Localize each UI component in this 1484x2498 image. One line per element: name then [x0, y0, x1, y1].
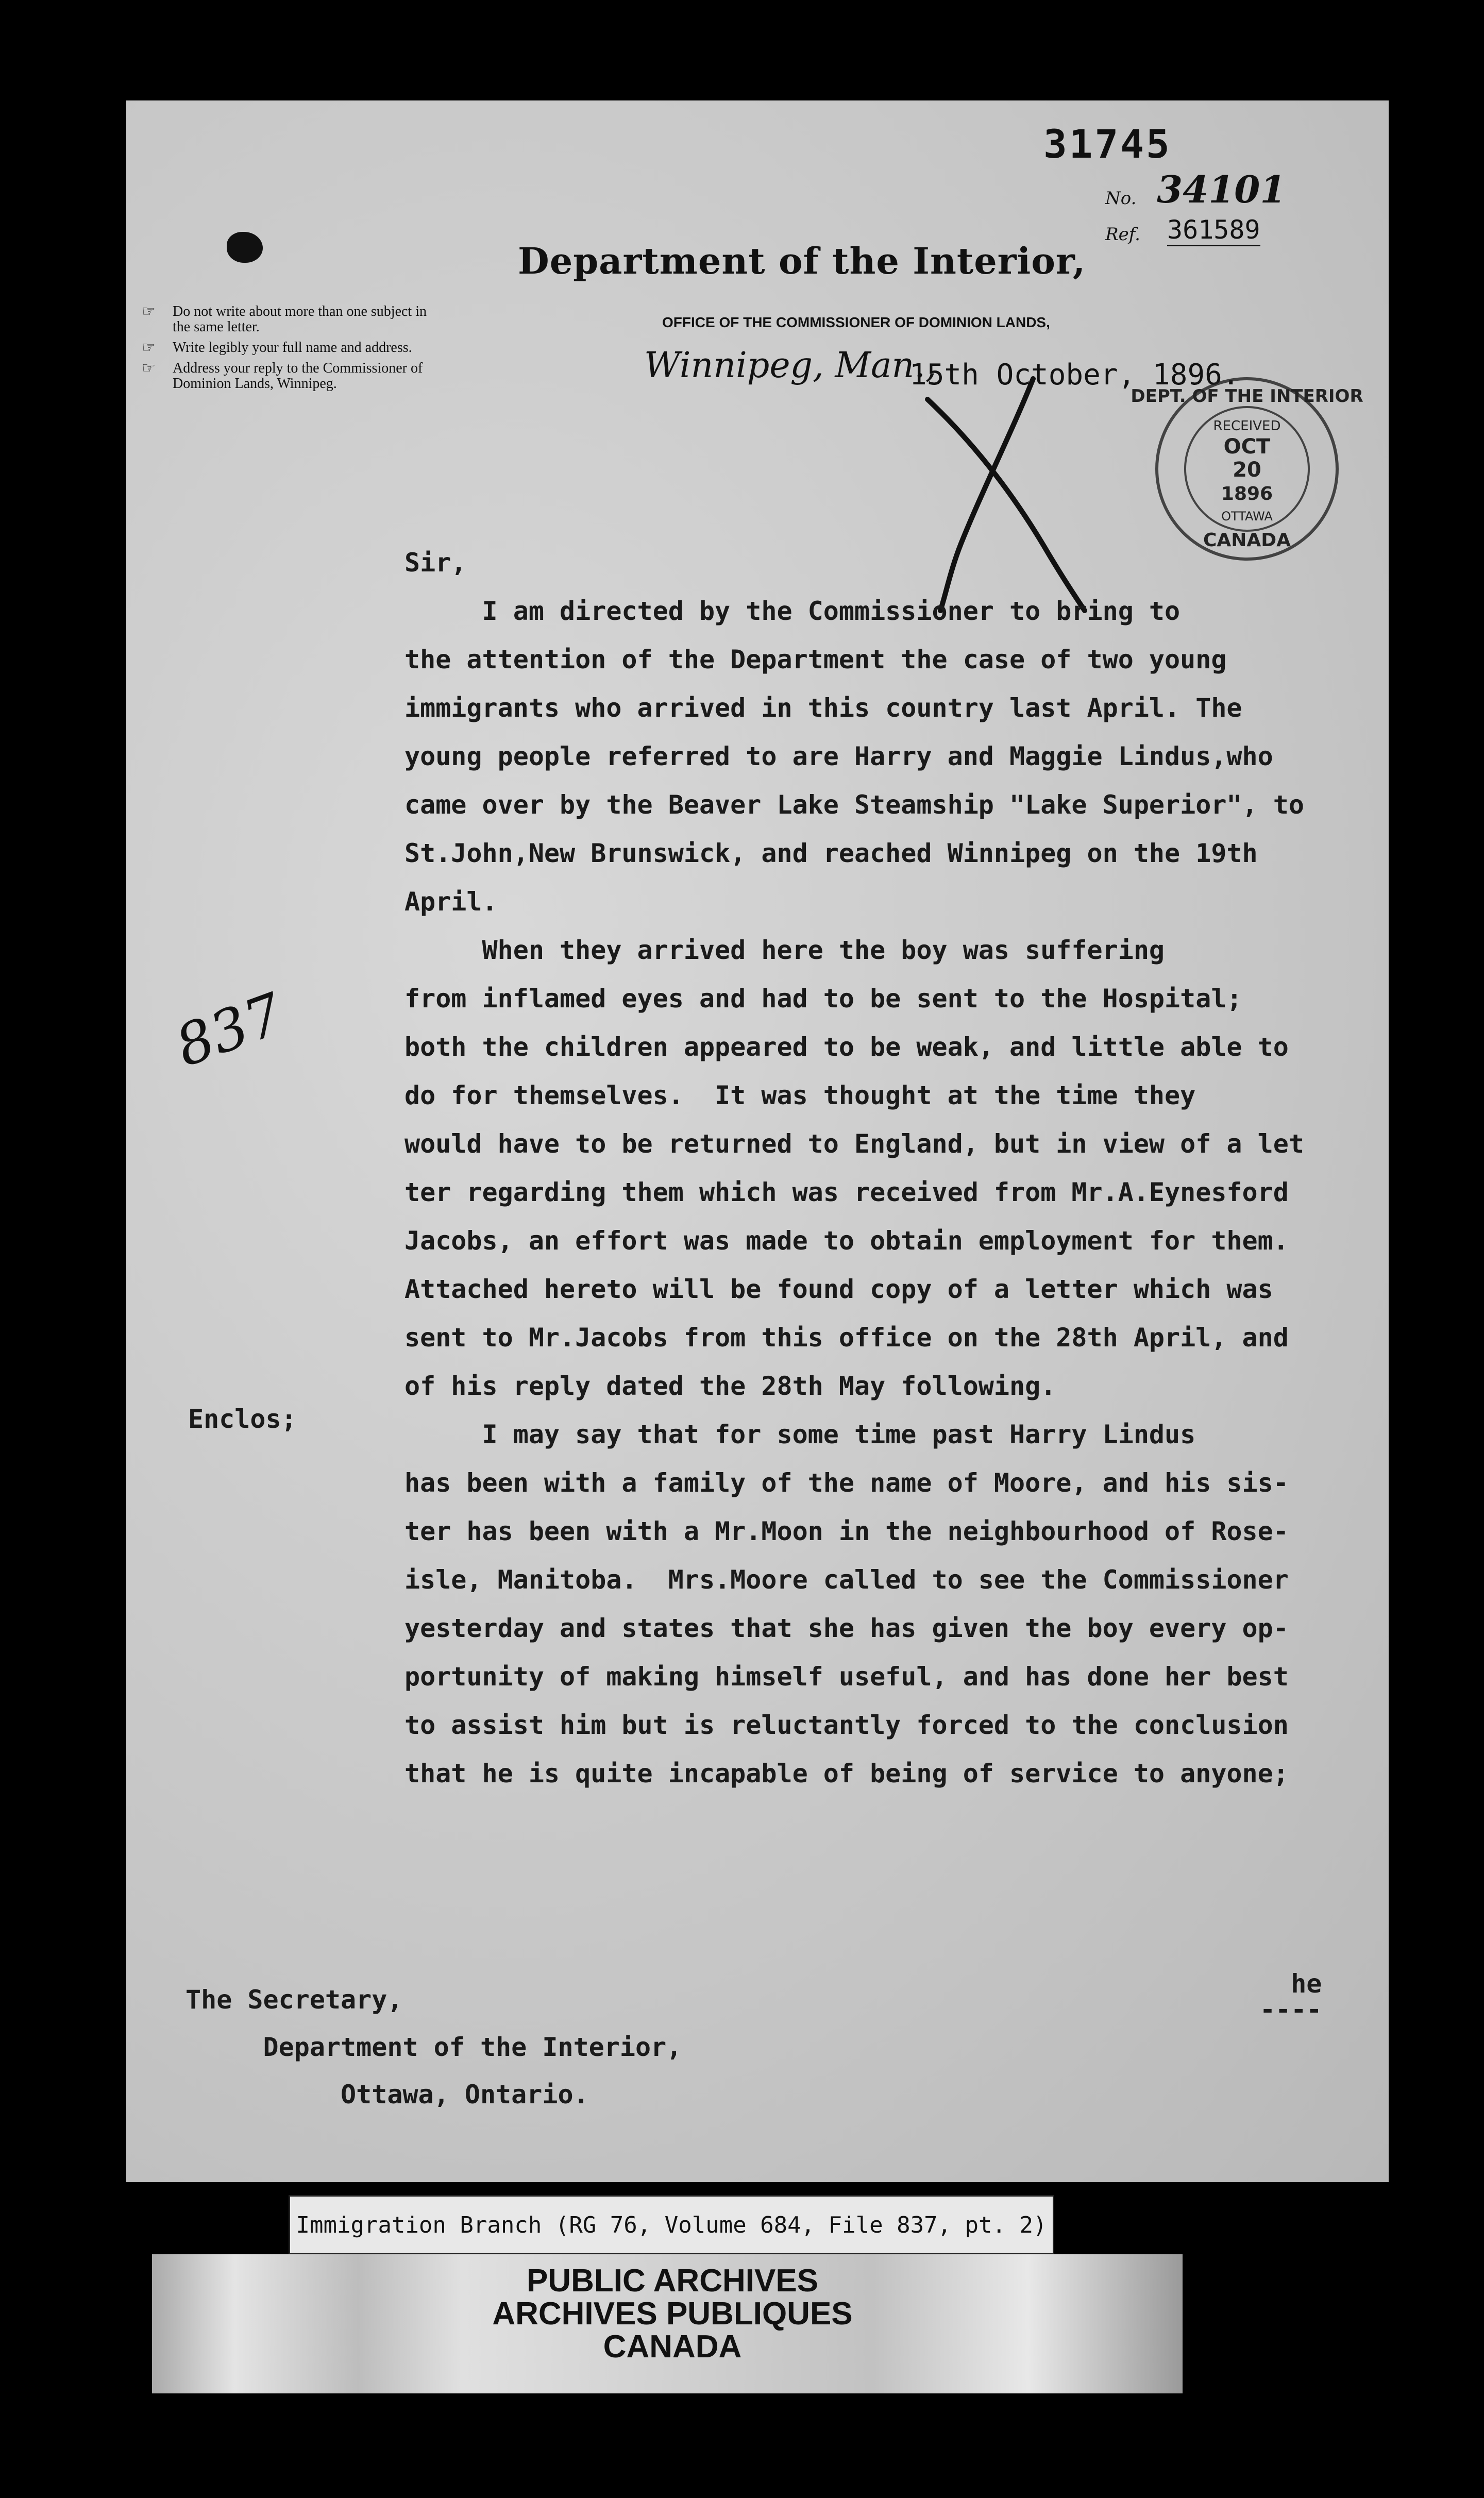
stamp-text-dept: DEPT. OF THE INTERIOR	[1131, 386, 1363, 407]
body-line: I am directed by the Commissioner to bring to	[404, 596, 1181, 626]
body-line: isle, Manitoba. Mrs.Moore called to see the Commissioner	[404, 1565, 1289, 1595]
body-line: to assist him but is reluctantly forced to the conclusion	[404, 1710, 1289, 1740]
body-line: the attention of the Department the case of two young	[404, 645, 1227, 674]
body-line: ter has been with a Mr.Moon in the neighbourhood of Rose-	[404, 1516, 1289, 1546]
stamp-text-country: CANADA	[1203, 530, 1291, 551]
office-heading: OFFICE OF THE COMMISSIONER OF DOMINION LANDS,	[662, 314, 1050, 330]
archives-stamp	[461, 2265, 884, 2364]
body-line: St.John,New Brunswick, and reached Winnipeg on the 19th	[404, 838, 1258, 868]
body-line: portunity of making himself useful, and has done her best	[404, 1662, 1289, 1692]
ref-label: Ref.	[1105, 224, 1140, 245]
letter-body	[404, 538, 1384, 1798]
body-line: yesterday and states that she has given the boy every op-	[404, 1613, 1289, 1643]
addressee-line: The Secretary,	[185, 1985, 403, 2015]
file-number: 31745	[1043, 121, 1172, 167]
body-line: that he is quite incapable of being of service to anyone;	[404, 1759, 1289, 1788]
department-heading: Department of the Interior,	[518, 240, 1086, 282]
side-note-text: Address your reply to the Commissioner of Dominion Lands, Winnipeg.	[173, 360, 423, 392]
body-line: Jacobs, an effort was made to obtain employment for them.	[404, 1226, 1289, 1256]
pointing-hand-icon: ☞	[142, 339, 156, 356]
letter-date: 15th October, 1896.	[909, 358, 1240, 392]
enclosure-label: Enclos;	[188, 1404, 297, 1434]
archives-line: ARCHIVES PUBLIQUES	[492, 2296, 853, 2332]
archives-line: PUBLIC ARCHIVES	[526, 2263, 819, 2299]
body-line: immigrants who arrived in this country last April. The	[404, 693, 1242, 723]
body-line: would have to be returned to England, but in view of a let	[404, 1129, 1304, 1159]
received-stamp	[1131, 379, 1363, 559]
body-line: sent to Mr.Jacobs from this office on the 28th April, and	[404, 1323, 1289, 1353]
addressee-line: Department of the Interior,	[185, 2032, 682, 2062]
addressee-block	[185, 1976, 682, 2118]
margin-file-number: 837	[167, 980, 292, 1080]
no-handwritten: 34101	[1157, 167, 1286, 211]
addressee-line: Ottawa, Ontario.	[185, 2080, 589, 2109]
body-line: ter regarding them which was received from Mr.A.Eynesford	[404, 1177, 1289, 1207]
no-label: No.	[1105, 188, 1137, 209]
place-line: Winnipeg, Man.,	[644, 345, 937, 386]
body-line: both the children appeared to be weak, and little able to	[404, 1032, 1289, 1062]
stamp-text-received: RECEIVED	[1213, 418, 1281, 434]
body-line: of his reply dated the 28th May following.	[404, 1371, 1056, 1401]
body-line: from inflamed eyes and had to be sent to the Hospital;	[404, 984, 1242, 1014]
archive-reference-text: Immigration Branch (RG 76, Volume 684, File 837, pt. 2)	[296, 2212, 1047, 2238]
body-line: young people referred to are Harry and Maggie Lindus,who	[404, 741, 1273, 771]
body-line: do for themselves. It was thought at the time they	[404, 1081, 1196, 1110]
archives-stamp-bar	[152, 2254, 1183, 2393]
archive-reference-label	[289, 2195, 1054, 2255]
stamp-text-month: OCT	[1223, 435, 1271, 459]
body-line: April.	[404, 887, 498, 917]
stamp-text-city: OTTAWA	[1221, 509, 1273, 524]
letter-sheet	[126, 100, 1389, 2182]
stamp-text-day: 20	[1233, 458, 1261, 482]
salutation: Sir,	[404, 548, 467, 578]
archives-line: CANADA	[603, 2329, 742, 2365]
pointing-hand-icon: ☞	[142, 303, 156, 320]
continuation-dashes: ----	[1260, 1995, 1322, 2024]
body-line: I may say that for some time past Harry Lindus	[404, 1420, 1196, 1449]
body-line: When they arrived here the boy was suffering	[404, 935, 1165, 965]
body-line: has been with a family of the name of Moore, and his sis-	[404, 1468, 1289, 1498]
continuation-marker	[1260, 1971, 1322, 2022]
continuation-word: he	[1291, 1969, 1322, 1999]
stamp-text-year: 1896	[1221, 483, 1273, 504]
pointing-hand-icon: ☞	[142, 360, 156, 377]
body-line: Attached hereto will be found copy of a letter which was	[404, 1274, 1273, 1304]
side-note-text: Do not write about more than one subject in the same letter.	[173, 303, 427, 335]
body-line: came over by the Beaver Lake Steamship "Lake Superior", to	[404, 790, 1304, 820]
side-note-text: Write legibly your full name and address.	[173, 340, 412, 356]
ref-number: 361589	[1167, 215, 1260, 246]
